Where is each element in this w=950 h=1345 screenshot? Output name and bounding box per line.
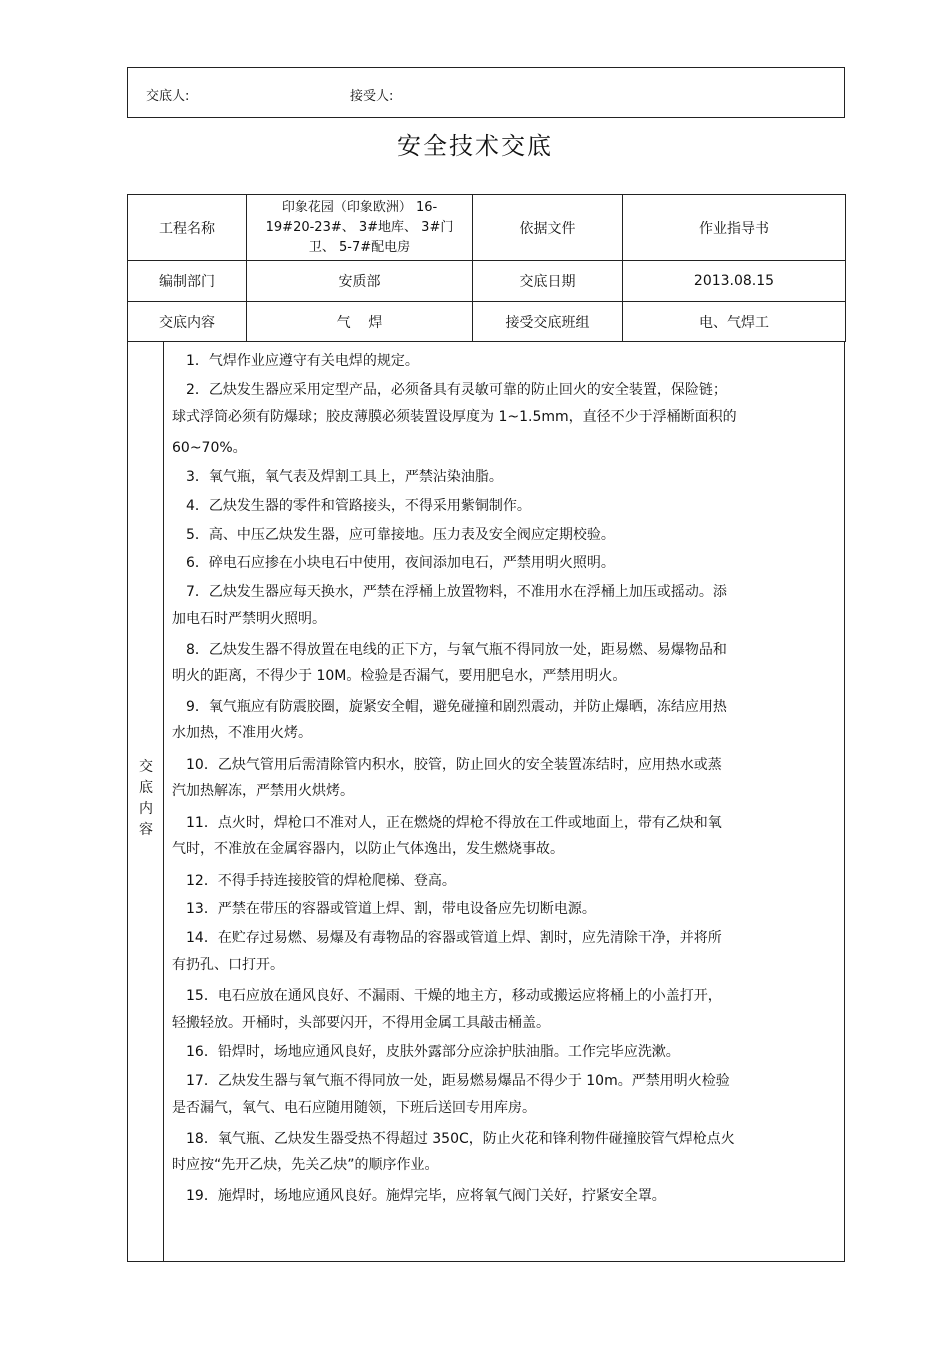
dept-value: 安质部 xyxy=(247,261,473,302)
content-line: 5．高、中压乙炔发生器，应可靠接地。压力表及安全阀应定期校验。 xyxy=(172,527,615,543)
basis-value: 作业指导书 xyxy=(623,195,846,261)
project-value-line: 卫、 5-7#配电房 xyxy=(308,239,411,255)
content-line: 18．氧气瓶、乙炔发生器受热不得超过 350C，防止火花和锋利物件碰撞胶管气焊枪点火 xyxy=(172,1131,735,1147)
content-label: 交底内容 xyxy=(128,302,247,342)
side-label-char: 容 xyxy=(139,822,153,838)
content-line: 10．乙炔气管用后需清除管内积水，胶管，防止回火的安全装置冻结时，应用热水或蒸 xyxy=(172,757,722,773)
project-label: 工程名称 xyxy=(128,195,247,261)
team-value: 电、气焊工 xyxy=(623,302,846,342)
signature-box xyxy=(127,67,845,118)
dept-label: 编制部门 xyxy=(128,261,247,302)
content-line: 6．碎电石应掺在小块电石中使用，夜间添加电石，严禁用明火照明。 xyxy=(172,555,615,571)
content-line: 气时，不准放在金属容器内，以防止气体逸出，发生燃烧事故。 xyxy=(172,841,564,857)
content-line: 汽加热解冻，严禁用火烘烤。 xyxy=(172,783,354,799)
date-label: 交底日期 xyxy=(473,261,623,302)
content-line: 19．施焊时，场地应通风良好。施焊完毕，应将氧气阀门关好，拧紧安全罩。 xyxy=(172,1188,666,1204)
content-line: 明火的距离，不得少于 10M。检验是否漏气，要用肥皂水，严禁用明火。 xyxy=(172,668,627,684)
project-value xyxy=(247,195,473,261)
content-line: 轻搬轻放。开桶时，头部要闪开，不得用金属工具敲击桶盖。 xyxy=(172,1015,550,1031)
content-line: 12．不得手持连接胶管的焊枪爬梯、登高。 xyxy=(172,873,456,889)
content-line: 2．乙炔发生器应采用定型产品，必须备具有灵敏可靠的防止回火的安全装置，保险链； xyxy=(172,382,727,398)
team-label: 接受交底班组 xyxy=(473,302,623,342)
side-label-char: 底 xyxy=(139,780,153,796)
content-line: 14．在贮存过易燃、易爆及有毒物品的容器或管道上焊、割时，应先清除干净，并将所 xyxy=(172,930,722,946)
content-line: 时应按“先开乙炔，先关乙炔”的顺序作业。 xyxy=(172,1157,439,1173)
content-line: 4．乙炔发生器的零件和管路接头，不得采用紫铜制作。 xyxy=(172,498,531,514)
date-value: 2013.08.15 xyxy=(623,261,846,302)
content-line: 7．乙炔发生器应每天换水，严禁在浮桶上放置物料，不准用水在浮桶上加压或摇动。添 xyxy=(172,584,727,600)
content-line: 60~70%。 xyxy=(172,440,247,456)
content-line: 13．严禁在带压的容器或管道上焊、割，带电设备应先切断电源。 xyxy=(172,901,596,917)
content-line: 15．电石应放在通风良好、不漏雨、干燥的地主方，移动或搬运应将桶上的小盖打开， xyxy=(172,988,722,1004)
basis-label: 依据文件 xyxy=(473,195,623,261)
content-line: 球式浮筒必须有防爆球；胶皮薄膜必须装置设厚度为 1~1.5mm，直径不少于浮桶断面积的 xyxy=(172,409,737,425)
side-label-char: 交 xyxy=(139,759,153,775)
content-line: 1．气焊作业应遵守有关电焊的规定。 xyxy=(172,353,419,369)
side-label xyxy=(128,757,164,841)
content-line: 水加热，不准用火烤。 xyxy=(172,725,312,741)
content-value: 气 焊 xyxy=(247,302,473,342)
content-line: 11．点火时，焊枪口不准对人，正在燃烧的焊枪不得放在工件或地面上，带有乙炔和氧 xyxy=(172,815,722,831)
side-column xyxy=(128,341,164,1261)
project-value-line: 印象花园（印象欧洲） 16- xyxy=(281,199,438,215)
info-row-content xyxy=(128,302,846,342)
side-label-char: 内 xyxy=(139,801,153,817)
content-line: 是否漏气，氧气、电石应随用随领，下班后送回专用库房。 xyxy=(172,1100,536,1116)
content-line: 8．乙炔发生器不得放置在电线的正下方，与氧气瓶不得同放一处，距易燃、易爆物品和 xyxy=(172,642,727,658)
content-line: 加电石时严禁明火照明。 xyxy=(172,611,326,627)
receiver-label: 接受人: xyxy=(350,89,394,104)
project-value-line: 19#20-23#、 3#地库、 3#门 xyxy=(265,219,454,235)
giver-label: 交底人: xyxy=(146,89,190,104)
info-row-project xyxy=(128,195,846,261)
info-table xyxy=(127,194,846,342)
content-line: 3．氧气瓶，氧气表及焊割工具上，严禁沾染油脂。 xyxy=(172,469,503,485)
content-line: 16．铅焊时，场地应通风良好，皮肤外露部分应涂护肤油脂。工作完毕应洗漱。 xyxy=(172,1044,680,1060)
content-line: 有扔孔、口打开。 xyxy=(172,957,284,973)
content-line: 17．乙炔发生器与氧气瓶不得同放一处，距易燃易爆品不得少于 10m。严禁用明火检验 xyxy=(172,1073,730,1089)
info-row-dept xyxy=(128,261,846,302)
content-line: 9．氧气瓶应有防震胶圈，旋紧安全帽，避免碰撞和剧烈震动，并防止爆晒，冻结应用热 xyxy=(172,699,727,715)
document-title: 安全技术交底 xyxy=(397,132,553,160)
